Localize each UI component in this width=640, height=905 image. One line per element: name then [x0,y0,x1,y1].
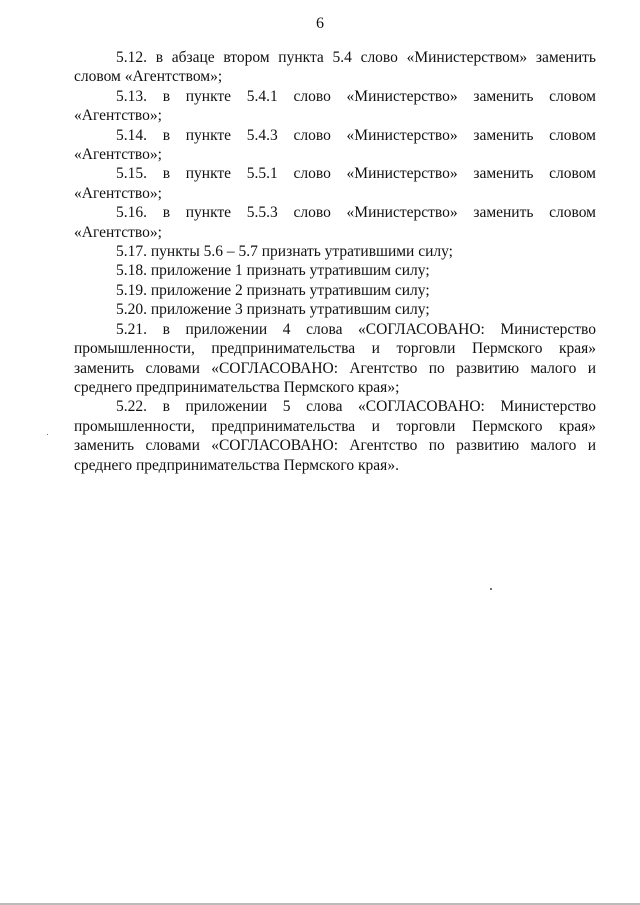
paragraph-5-19: 5.19. приложение 2 признать утратившим силу; [116,281,430,299]
page-number: 6 [316,15,324,32]
paragraph-5-15: 5.15. в пункте 5.5.1 слово «Министерство» заменить словом «Агентство»; [74,165,596,202]
paragraph-5-22: 5.22. в приложении 5 слова «СОГЛАСОВАНО: Министерство промышленности, предпринимательства и торговли Пермского края» заменить словами «СОГЛАСОВАНО: Агентство по развитию малого и среднего предпринимательства Пермского края». [74,398,596,474]
scan-speck [47,434,48,435]
paragraph-5-20: 5.20. приложение 3 признать утратившим силу; [116,301,430,319]
paragraph-5-14: 5.14. в пункте 5.4.3 слово «Министерство» заменить словом «Агентство»; [74,126,596,164]
document-body [74,48,596,475]
paragraph-5-12: 5.12. в абзаце втором пункта 5.4 слово «Министерством» заменить словом «Агентством»; [74,49,596,86]
paragraph-5-17: 5.17. пункты 5.6 – 5.7 признать утратившими силу; [116,243,453,261]
paragraph-5-21: 5.21. в приложении 4 слова «СОГЛАСОВАНО: Министерство промышленности, предпринимательства и торговли Пермского края» заменить словами «СОГЛАСОВАНО: Агентство по развитию малого и среднего предпринимательства Пермского края»; [74,320,596,396]
paragraph-5-13: 5.13. в пункте 5.4.1 слово «Министерство» заменить словом «Агентство»; [74,87,596,125]
paragraph-5-18: 5.18. приложение 1 признать утратившим силу; [116,262,430,280]
paragraph-5-16: 5.16. в пункте 5.5.3 слово «Министерство» заменить словом «Агентство»; [74,204,596,241]
scan-speck [490,588,492,590]
